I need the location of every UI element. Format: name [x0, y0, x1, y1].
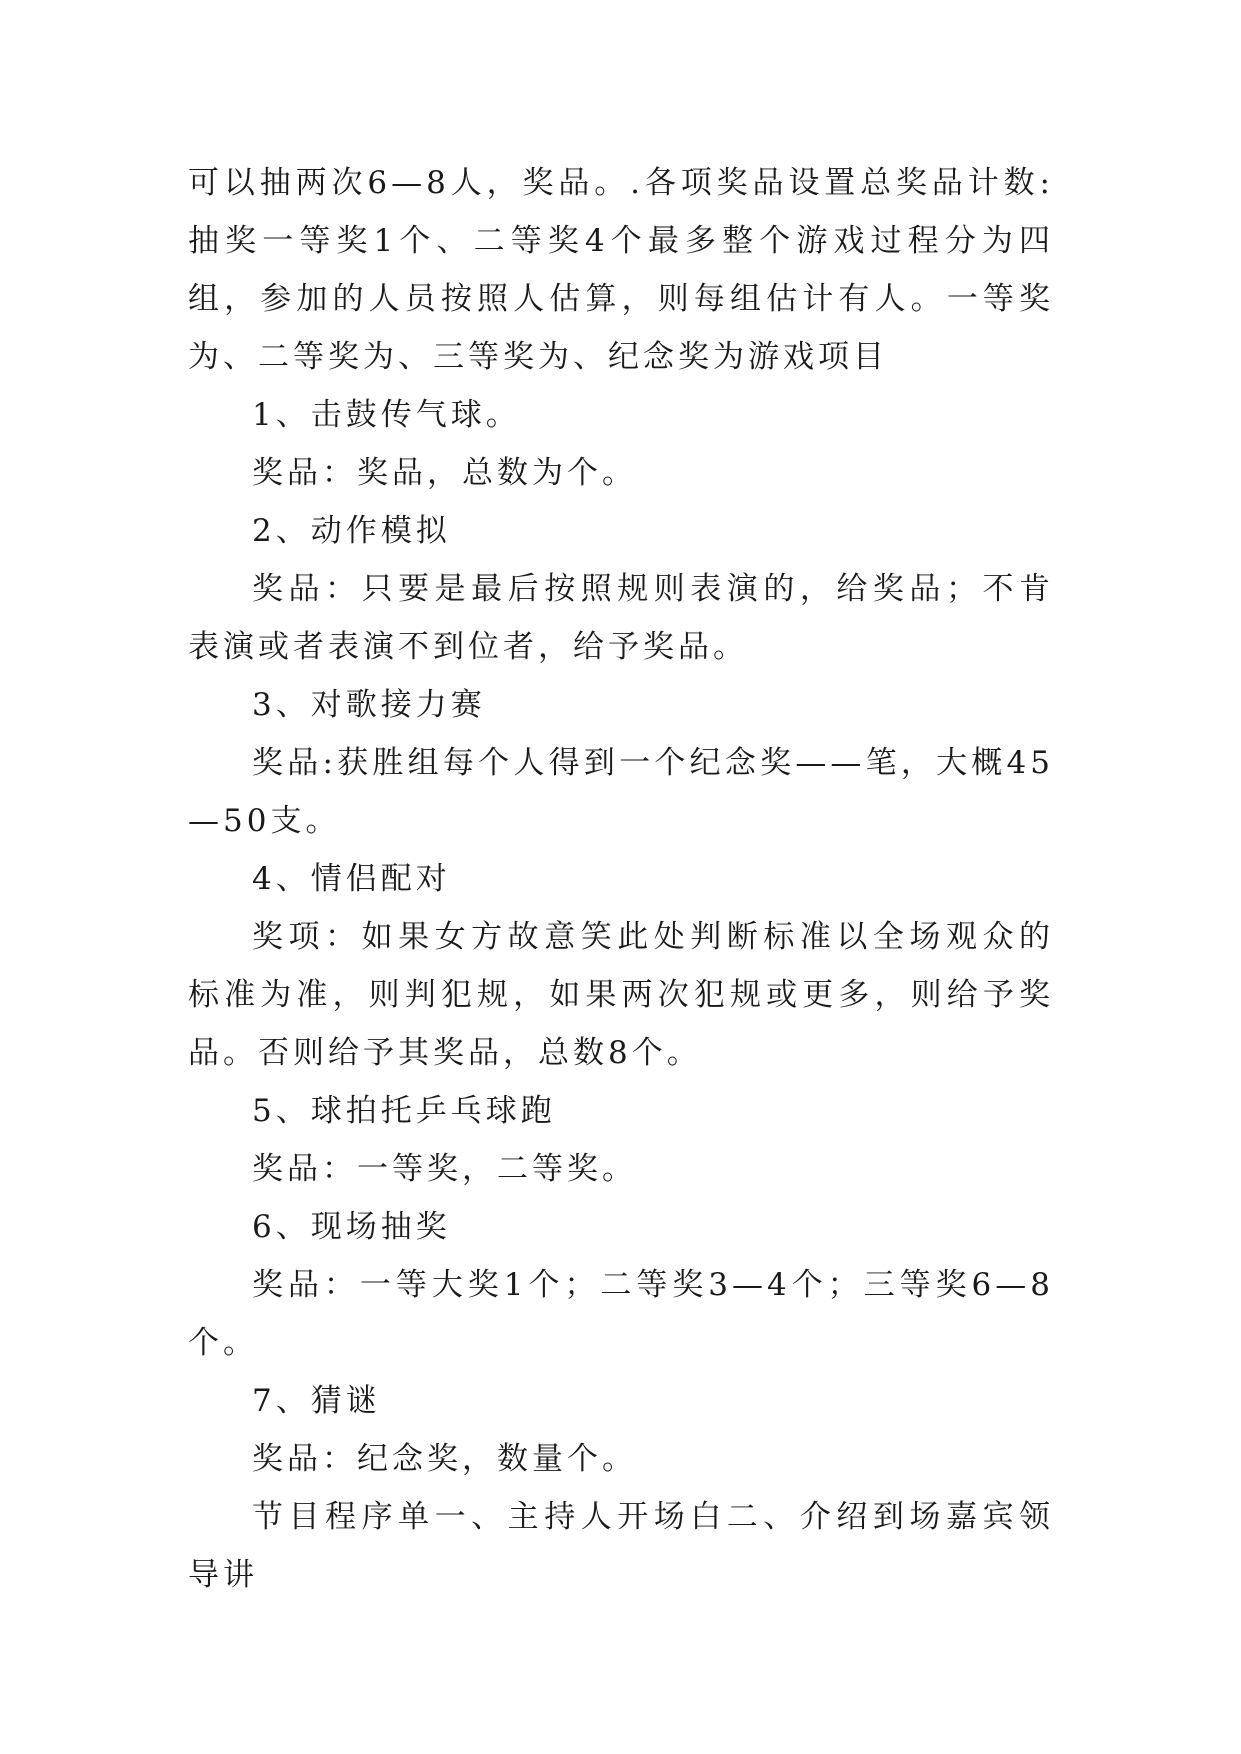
- item-prize-3: 奖品:获胜组每个人得到一个纪念奖——笔，大概45—50支。: [188, 745, 1054, 839]
- item-heading-5: 5、球拍托乒乓球跑: [252, 1093, 556, 1129]
- item-prize-4: 奖项：如果女方故意笑此处判断标准以全场观众的标准为准，则判犯规，如果两次犯规或更多，则给予奖品。否则给予其奖品，总数8个。: [188, 919, 1054, 1071]
- document-body: [188, 154, 1054, 1604]
- item-heading-7: 7、猜谜: [252, 1383, 381, 1419]
- item-prize-6: 奖品：一等大奖1个；二等奖3—4个；三等奖6—8个。: [188, 1267, 1054, 1361]
- item-heading-3: 3、对歌接力赛: [252, 687, 486, 723]
- item-heading-6: 6、现场抽奖: [252, 1209, 451, 1245]
- item-heading-4: 4、情侣配对: [252, 861, 451, 897]
- program-list-paragraph: 节目程序单一、主持人开场白二、介绍到场嘉宾领导讲: [188, 1499, 1054, 1593]
- item-heading-1: 1、击鼓传气球。: [252, 397, 521, 433]
- item-heading-2: 2、动作模拟: [252, 513, 451, 549]
- item-prize-2: 奖品：只要是最后按照规则表演的，给奖品；不肯表演或者表演不到位者，给予奖品。: [188, 571, 1054, 665]
- item-prize-1: 奖品：奖品，总数为个。: [252, 455, 637, 491]
- item-prize-5: 奖品：一等奖，二等奖。: [252, 1151, 637, 1187]
- item-prize-7: 奖品：纪念奖，数量个。: [252, 1441, 637, 1477]
- paragraph-intro: 可以抽两次6—8人，奖品。.各项奖品设置总奖品计数:抽奖一等奖1个、二等奖4个最多整个游戏过程分为四组，参加的人员按照人估算，则每组估计有人。一等奖为、二等奖为、三等奖为、纪念奖为游戏项目: [188, 165, 1054, 375]
